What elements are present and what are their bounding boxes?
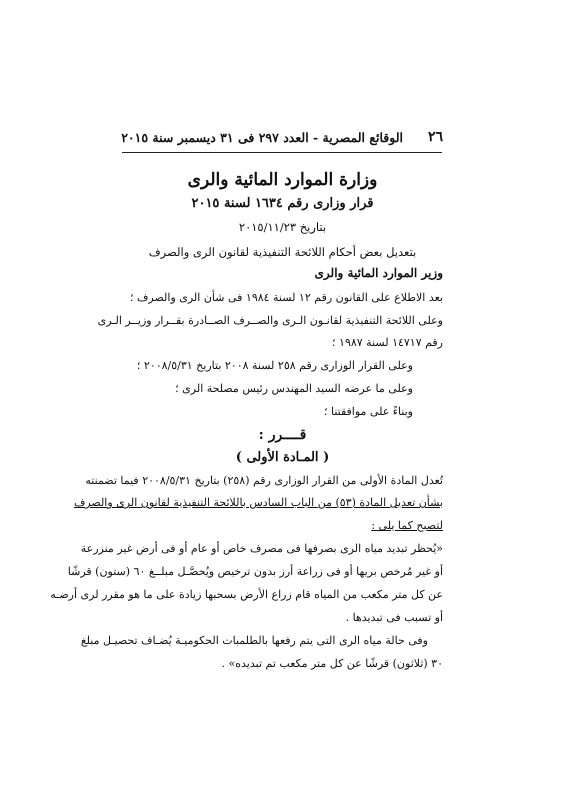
preamble-line: وبناءً على موافقتنا ؛ [323, 405, 413, 418]
decides-heading: قــــرر : [258, 427, 307, 443]
preamble-line: وعلى القرار الوزارى رقم ٢٥٨ لسنة ٢٠٠٨ بتاريخ ٢٠٠٨/٥/٣١ ؛ [136, 359, 413, 372]
decree-subject: بتعديل بعض أحكام اللائحة التنفيذية لقانون الرى والصرف [148, 245, 417, 259]
page-number: ٢٦ [427, 129, 443, 145]
header-rule [122, 152, 442, 153]
body-line: أو غير مُرخص بريها أو فى زراعة أرز بدون ترخيص ويُحصَّـل مبلــغ ٦٠ (ستون) قرشًا [67, 565, 443, 578]
article-heading: ( المـادة الأولى ) [235, 450, 330, 465]
body-line: أو تسبب فى تبديدها . [345, 611, 443, 624]
body-line: لتصبح كما يلى : [371, 519, 443, 532]
preamble-line: بعد الاطلاع على القانون رقم ١٢ لسنة ١٩٨٤ فى شأن الرى والصرف ؛ [130, 291, 443, 304]
body-line: وفى حالة مياه الرى التى يتم رفعها بالطلمبات الحكوميـة يُضـاف تحصيـل مبلغ [80, 634, 428, 647]
publication-title: الوقائع المصرية - العدد ٢٩٧ فى ٣١ ديسمبر سنة ٢٠١٥ [121, 130, 403, 145]
body-line: بشأن تعديل المادة (٥٣) من الباب السادس باللائحة التنفيذية لقانون الرى والصرف [73, 496, 443, 509]
minister-title: وزير الموارد المائية والرى [314, 266, 443, 280]
page-header [123, 129, 443, 149]
ministry-title: وزارة الموارد المائية والرى [187, 170, 378, 190]
preamble-line: وعلى ما عرضه السيد المهندس رئيس مصلحة الرى ؛ [175, 382, 413, 395]
decree-date: بتاريخ ٢٠١٥/١١/٢٣ [238, 220, 327, 234]
decree-number: قرار وزارى رقم ١٦٣٤ لسنة ٢٠١٥ [191, 196, 374, 211]
preamble-line: وعلى اللائحة التنفيذية لقانـون الـرى والصــرف الصــادرة بقــرار وزيــر الـرى [97, 314, 443, 327]
body-line: ٣٠ (ثلاثون) قرشًا عن كل متر مكعب تم تبديده» . [221, 657, 443, 670]
body-line: تُعدل المادة الأولى من القرار الوزارى رقم (٢٥٨) بتاريخ ٢٠٠٨/٥/٣١ فيما تضمنته [85, 474, 443, 487]
preamble-line: رقم ١٤٧١٧ لسنة ١٩٨٧ ؛ [332, 336, 443, 349]
body-line: «يُحظر تبديد مياه الرى بصرفها فى مصرف خاص أو عام أو فى أرض غير منزرعة [80, 542, 443, 555]
body-line: عن كل متر مكعب من المياه قام زراع الأرض بسحبها زيادة على ما هو مقرر لرى أرضـه [50, 588, 443, 601]
